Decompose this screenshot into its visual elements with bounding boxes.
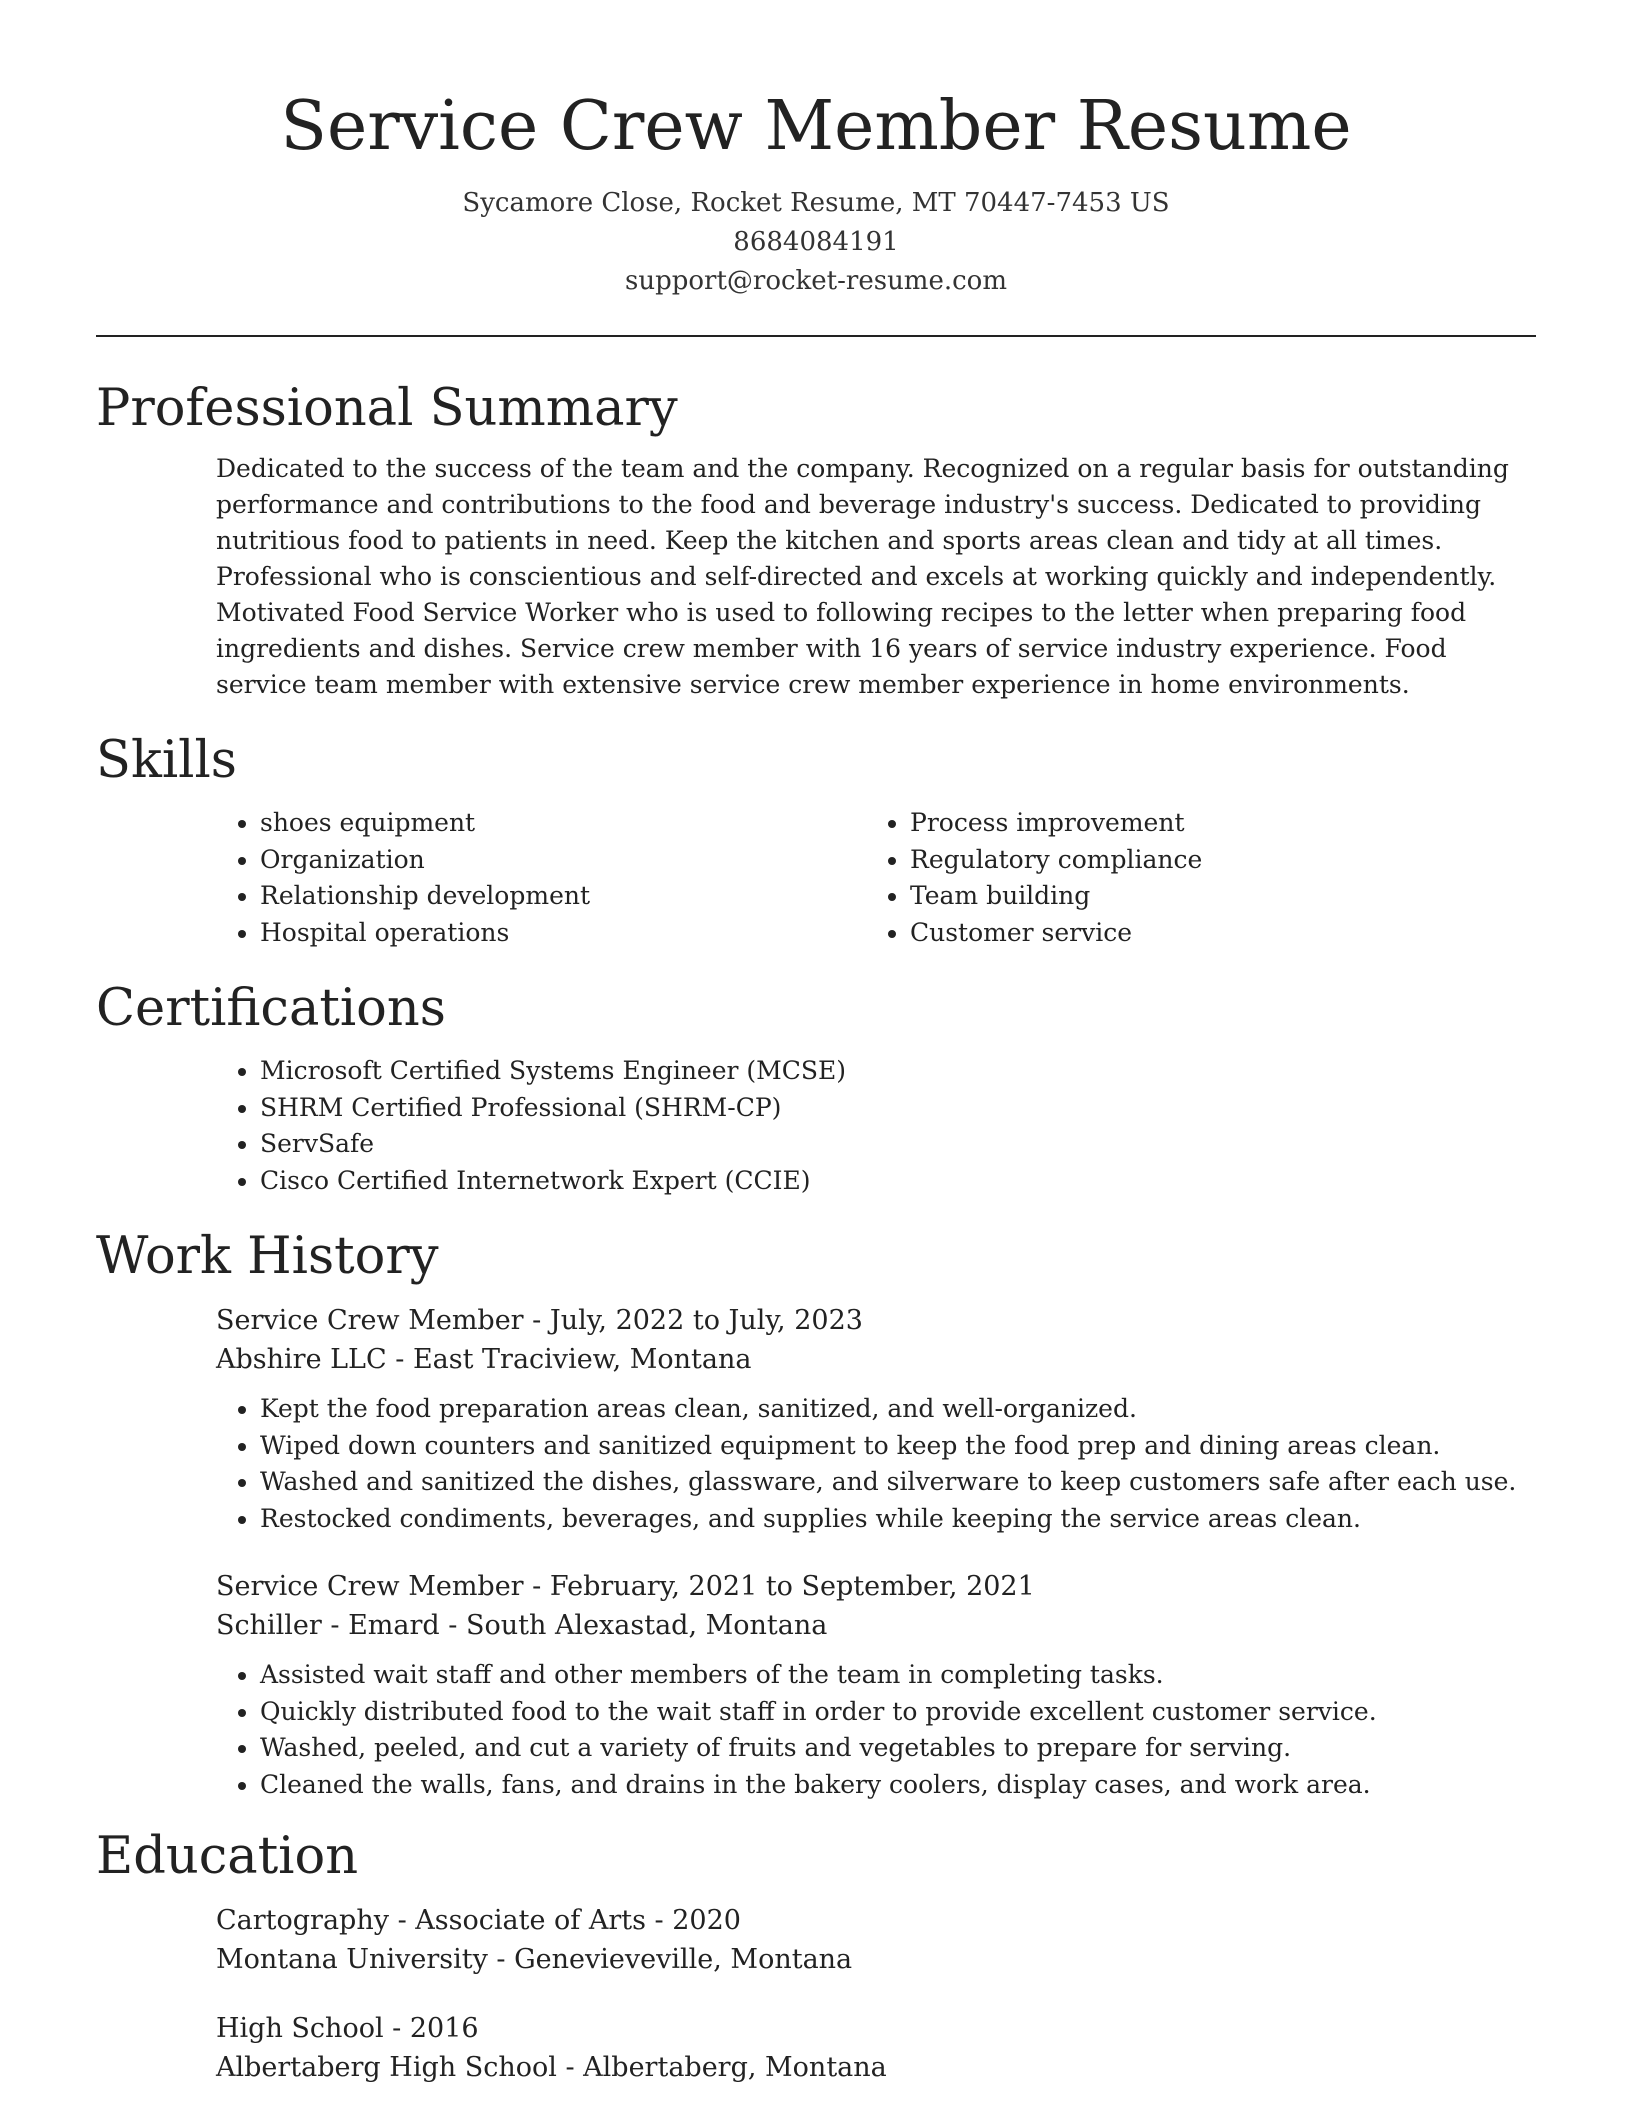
job-company-line (216, 1606, 1536, 1645)
education-school-line (216, 1940, 1536, 1979)
education-year: - 2020 (645, 1905, 741, 1936)
education-school-line (216, 2048, 1536, 2087)
certification-item: • ServSafe (260, 1126, 1536, 1163)
section-title-work-history: Work History (96, 1227, 439, 1286)
job-company: Schiller - Emard (216, 1610, 440, 1641)
job-title-line (216, 1567, 1536, 1606)
education-school: Albertaberg High School (216, 2052, 557, 2083)
job-duty: • Washed and sanitized the dishes, glassware, and silverware to keep customers safe after each use. (260, 1464, 1536, 1501)
education-location: - Genevieveville, Montana (487, 1944, 853, 1975)
job-location: - East Traciview, Montana (386, 1344, 752, 1375)
skill-item: • Hospital operations (260, 915, 866, 952)
job-duties (216, 1391, 1536, 1537)
skill-item: • Relationship development (260, 878, 866, 915)
section-title-education: Education (96, 1827, 359, 1886)
resume-title: Service Crew Member Resume (280, 87, 1352, 166)
skills-column-left (216, 805, 866, 951)
job-duty: • Cleaned the walls, fans, and drains in the bakery coolers, display cases, and work area. (260, 1767, 1536, 1804)
job-duty: • Wiped down counters and sanitized equipment to keep the food prep and dining areas clean. (260, 1428, 1536, 1465)
section-title-skills: Skills (96, 731, 237, 790)
skill-item: • Customer service (910, 915, 1516, 952)
job-title-line (216, 1301, 1536, 1340)
job-duty: • Assisted wait staff and other members of the team in completing tasks. (260, 1657, 1536, 1694)
skill-item: • Organization (260, 842, 866, 879)
skills-list (216, 805, 1536, 951)
education-location: - Albertaberg, Montana (556, 2052, 887, 2083)
education-school: Montana University (216, 1944, 488, 1975)
job-company-line (216, 1340, 1536, 1379)
education-entry (216, 2009, 1536, 2087)
job-duty: • Washed, peeled, and cut a variety of fruits and vegetables to prepare for serving. (260, 1730, 1536, 1767)
job-dates: - February, 2021 to September, 2021 (523, 1571, 1035, 1602)
job-duty: • Restocked condiments, beverages, and supplies while keeping the service areas clean. (260, 1501, 1536, 1538)
job-duties (216, 1657, 1536, 1803)
skill-item: • Team building (910, 878, 1516, 915)
education-entry (216, 1901, 1536, 1979)
certification-item: • SHRM Certified Professional (SHRM-CP) (260, 1090, 1536, 1127)
job-company: Abshire LLC (216, 1344, 387, 1375)
contact-email: support@rocket-resume.com (624, 266, 1007, 296)
job-location: - South Alexastad, Montana (439, 1610, 828, 1641)
resume-header (96, 0, 1536, 301)
education-degree: High School (216, 2013, 384, 2044)
job-role: Service Crew Member (216, 1571, 524, 1602)
certifications-list (216, 1053, 1536, 1199)
section-title-certifications: Certifications (96, 979, 446, 1038)
job-entry (216, 1301, 1536, 1537)
job-duty: • Quickly distributed food to the wait staff in order to provide excellent customer service. (260, 1694, 1536, 1731)
job-entry (216, 1567, 1536, 1803)
contact-phone: 8684084191 (733, 227, 899, 257)
education-degree: Cartography - Associate of Arts (216, 1905, 646, 1936)
header-divider (96, 335, 1536, 337)
summary-text: Dedicated to the success of the team and the company. Recognized on a regular basis for outstanding performance and contributions to the food and beverage industry's success. Dedicated to providing nutritious food to patients in need. Keep the kitchen and sports areas clean and tidy at all times. Professional who is conscientious and self-directed and excels at working quickly and independently. Motivated Food Service Worker who is used to following recipes to the letter when preparing food ingredients and dishes. Service crew member with 16 years of service industry experience. Food service team member with extensive service crew member experience in home environments. (216, 454, 1509, 699)
education-degree-line (216, 2009, 1536, 2048)
education-degree-line (216, 1901, 1536, 1940)
resume-page (96, 0, 1536, 2087)
education-year: - 2016 (383, 2013, 479, 2044)
skill-item: • Regulatory compliance (910, 842, 1516, 879)
skill-item: • shoes equipment (260, 805, 866, 842)
section-title-summary: Professional Summary (96, 379, 678, 438)
skills-column-right (866, 805, 1516, 951)
certification-item: • Microsoft Certified Systems Engineer (MCSE) (260, 1053, 1536, 1090)
job-role: Service Crew Member (216, 1305, 524, 1336)
skill-item: • Process improvement (910, 805, 1516, 842)
job-dates: - July, 2022 to July, 2023 (523, 1305, 863, 1336)
contact-address: Sycamore Close, Rocket Resume, MT 70447-7453 US (462, 188, 1170, 218)
job-duty: • Kept the food preparation areas clean, sanitized, and well-organized. (260, 1391, 1536, 1428)
certification-item: • Cisco Certified Internetwork Expert (CCIE) (260, 1163, 1536, 1200)
